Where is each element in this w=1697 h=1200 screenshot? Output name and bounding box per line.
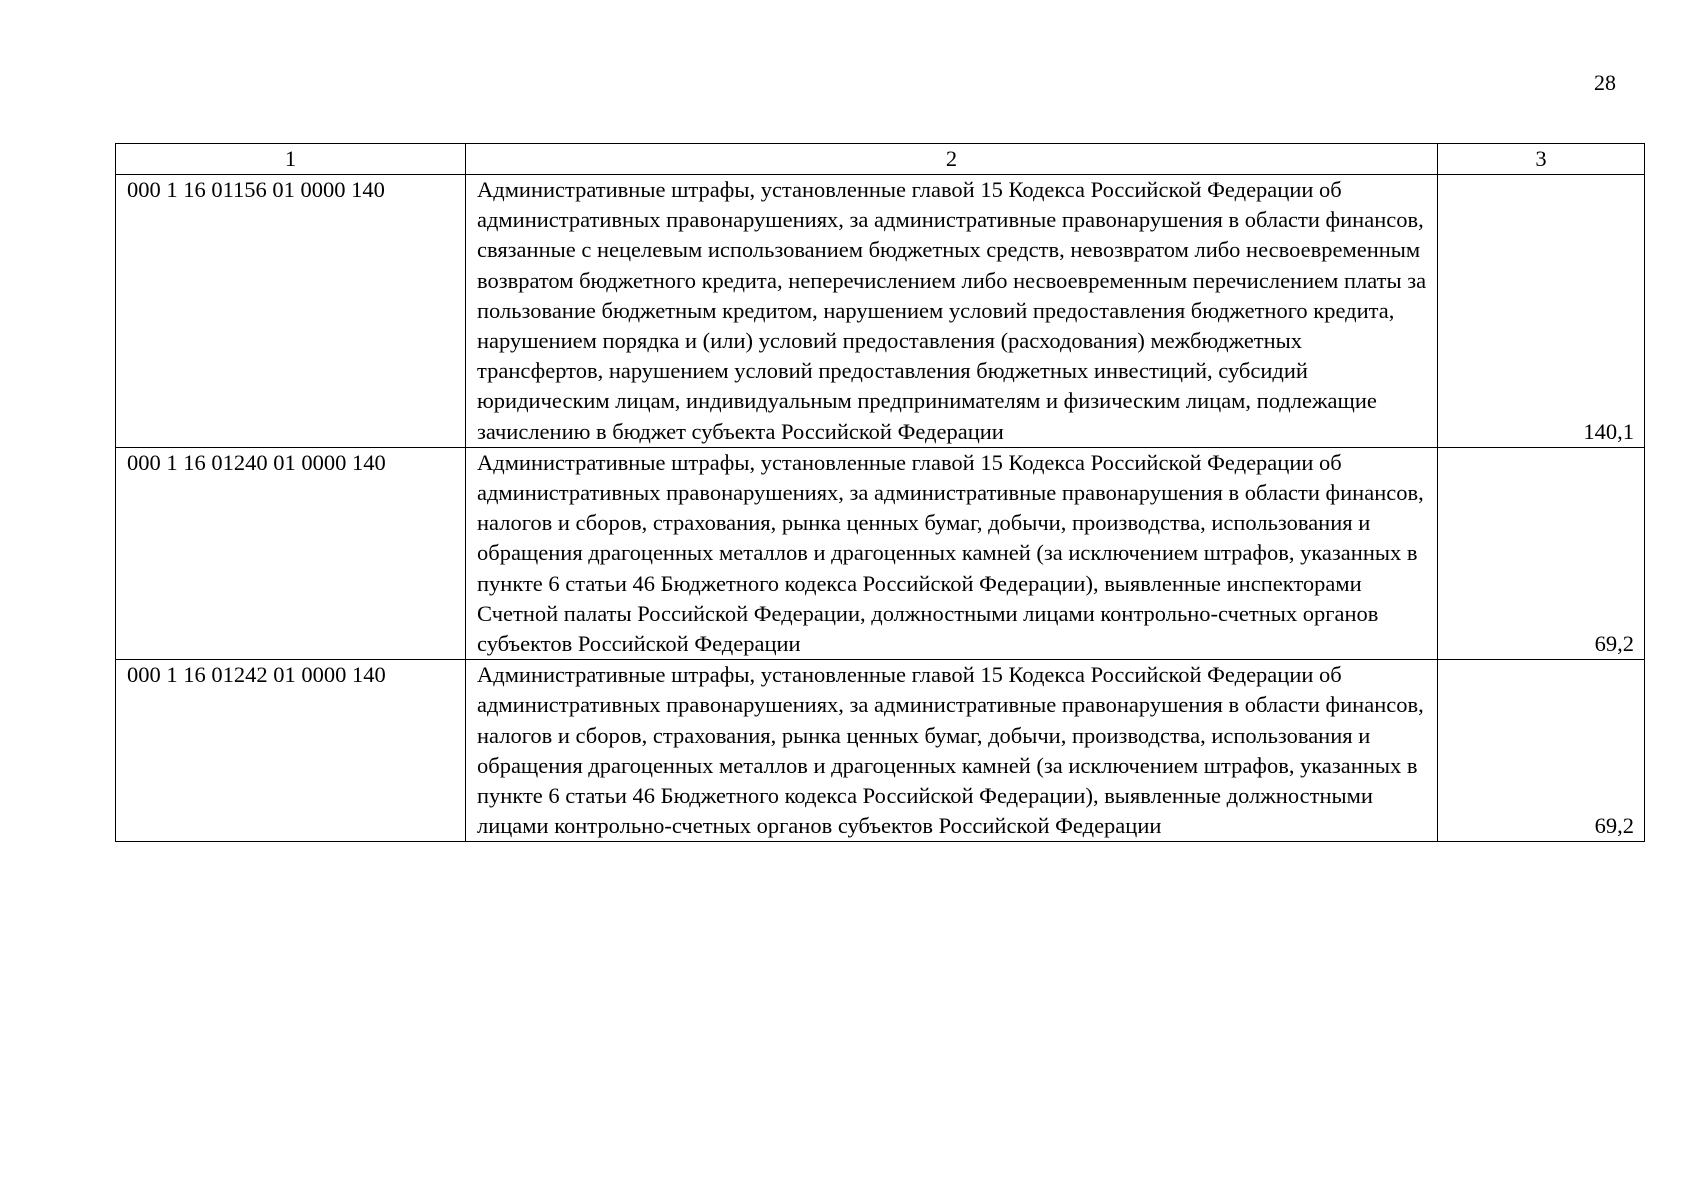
table-header-row xyxy=(116,144,1645,175)
amount-cell: 140,1 xyxy=(1438,175,1645,448)
column-header-1: 1 xyxy=(116,144,466,175)
revenue-table xyxy=(115,143,1645,842)
budget-code-cell: 000 1 16 01156 01 0000 140 xyxy=(116,175,466,448)
amount-cell: 69,2 xyxy=(1438,660,1645,842)
amount-cell: 69,2 xyxy=(1438,447,1645,659)
column-header-3: 3 xyxy=(1438,144,1645,175)
budget-code-cell: 000 1 16 01242 01 0000 140 xyxy=(116,660,466,842)
table-row xyxy=(116,447,1645,659)
table-row xyxy=(116,660,1645,842)
description-cell: Административные штрафы, установленные главой 15 Кодекса Российской Федерации об административных правонарушениях, за административные правонарушения в области финансов, налогов и сборов, страхования, рынка ценных бумаг, добычи, производства, использования и обращения драгоценных металлов и драгоценных камней (за исключением штрафов, указанных в пункте 6 статьи 46 Бюджетного кодекса Российской Федерации), выявленные должностными лицами контрольно-счетных органов субъектов Российской Федерации xyxy=(466,660,1438,842)
page-number: 28 xyxy=(1594,70,1616,95)
column-header-2: 2 xyxy=(466,144,1438,175)
description-cell: Административные штрафы, установленные главой 15 Кодекса Российской Федерации об административных правонарушениях, за административные правонарушения в области финансов, налогов и сборов, страхования, рынка ценных бумаг, добычи, производства, использования и обращения драгоценных металлов и драгоценных камней (за исключением штрафов, указанных в пункте 6 статьи 46 Бюджетного кодекса Российской Федерации), выявленные инспекторами Счетной палаты Российской Федерации, должностными лицами контрольно-счетных органов субъектов Российской Федерации xyxy=(466,447,1438,659)
budget-code-cell: 000 1 16 01240 01 0000 140 xyxy=(116,447,466,659)
table-row xyxy=(116,175,1645,448)
description-cell: Административные штрафы, установленные главой 15 Кодекса Российской Федерации об административных правонарушениях, за административные правонарушения в области финансов, связанные с нецелевым использованием бюджетных средств, невозвратом либо несвоевременным возвратом бюджетного кредита, неперечислением либо несвоевременным перечислением платы за пользование бюджетным кредитом, нарушением условий предоставления бюджетного кредита, нарушением порядка и (или) условий предоставления (расходования) межбюджетных трансфертов, нарушением условий предоставления бюджетных инвестиций, субсидий юридическим лицам, индивидуальным предпринимателям и физическим лицам, подлежащие зачислению в бюджет субъекта Российской Федерации xyxy=(466,175,1438,448)
